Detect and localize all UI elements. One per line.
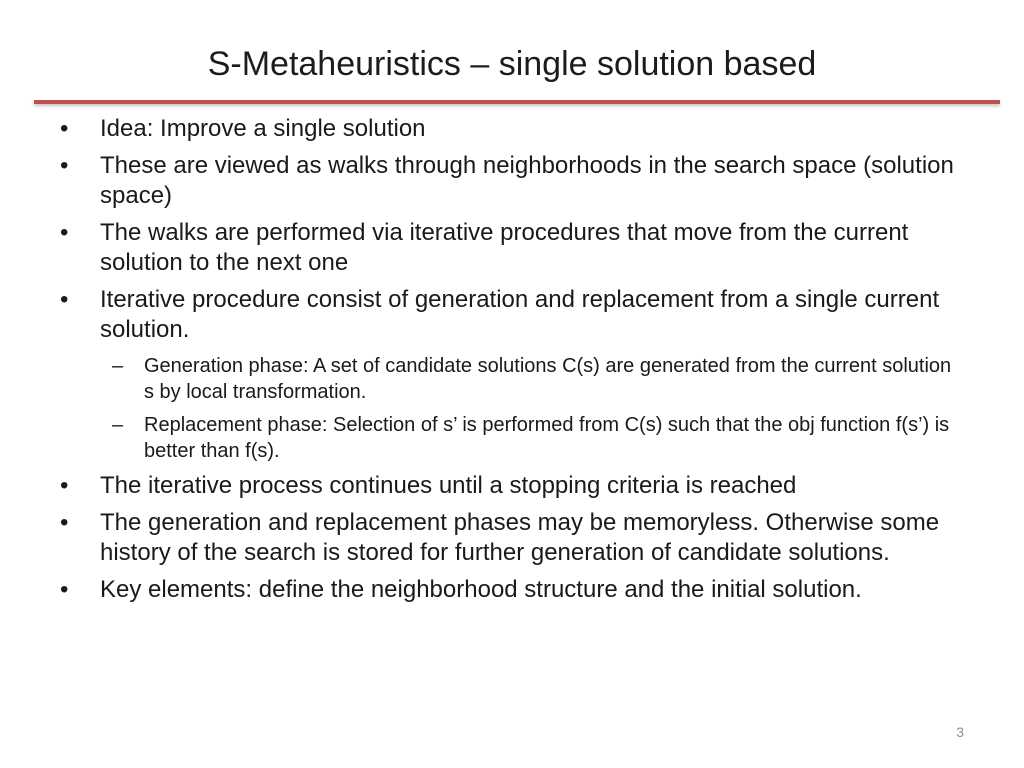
title-divider <box>34 100 1000 104</box>
bullet-text: The iterative process continues until a stopping criteria is reached <box>100 472 797 499</box>
bullet-icon: • <box>60 115 69 142</box>
bullet-item <box>60 218 960 278</box>
sub-bullet-item <box>60 412 960 464</box>
bullet-text: The generation and replacement phases may be memoryless. Otherwise some history of the search is stored for further generation of candidate solutions. <box>100 509 940 566</box>
sub-bullet-text: Generation phase: A set of candidate solutions C(s) are generated from the current solution s by local transformation. <box>144 355 952 403</box>
bullet-list <box>60 114 960 612</box>
bullet-item <box>60 508 960 568</box>
sub-bullet-item <box>60 353 960 405</box>
bullet-icon: • <box>60 286 69 313</box>
page-number: 3 <box>956 724 964 740</box>
bullet-icon: • <box>60 509 69 536</box>
bullet-item <box>60 285 960 345</box>
bullet-icon: • <box>60 472 69 499</box>
bullet-item <box>60 575 960 605</box>
dash-icon: – <box>112 355 124 377</box>
bullet-text: The walks are performed via iterative procedures that move from the current solution to the next one <box>100 219 909 276</box>
slide-title: S-Metaheuristics – single solution based <box>207 45 817 83</box>
bullet-text: Key elements: define the neighborhood structure and the initial solution. <box>100 576 862 603</box>
bullet-text: Iterative procedure consist of generation and replacement from a single current solution. <box>100 286 940 343</box>
bullet-text: Idea: Improve a single solution <box>100 115 426 142</box>
sub-bullet-list <box>60 353 960 464</box>
sub-bullet-text: Replacement phase: Selection of s’ is performed from C(s) such that the obj function f(s’) is better than f(s). <box>144 414 950 462</box>
bullet-item <box>60 471 960 501</box>
bullet-icon: • <box>60 576 69 603</box>
bullet-text: These are viewed as walks through neighborhoods in the search space (solution space) <box>100 152 954 209</box>
bullet-item <box>60 151 960 211</box>
bullet-icon: • <box>60 219 69 246</box>
dash-icon: – <box>112 414 124 436</box>
bullet-icon: • <box>60 152 69 179</box>
bullet-item <box>60 114 960 144</box>
